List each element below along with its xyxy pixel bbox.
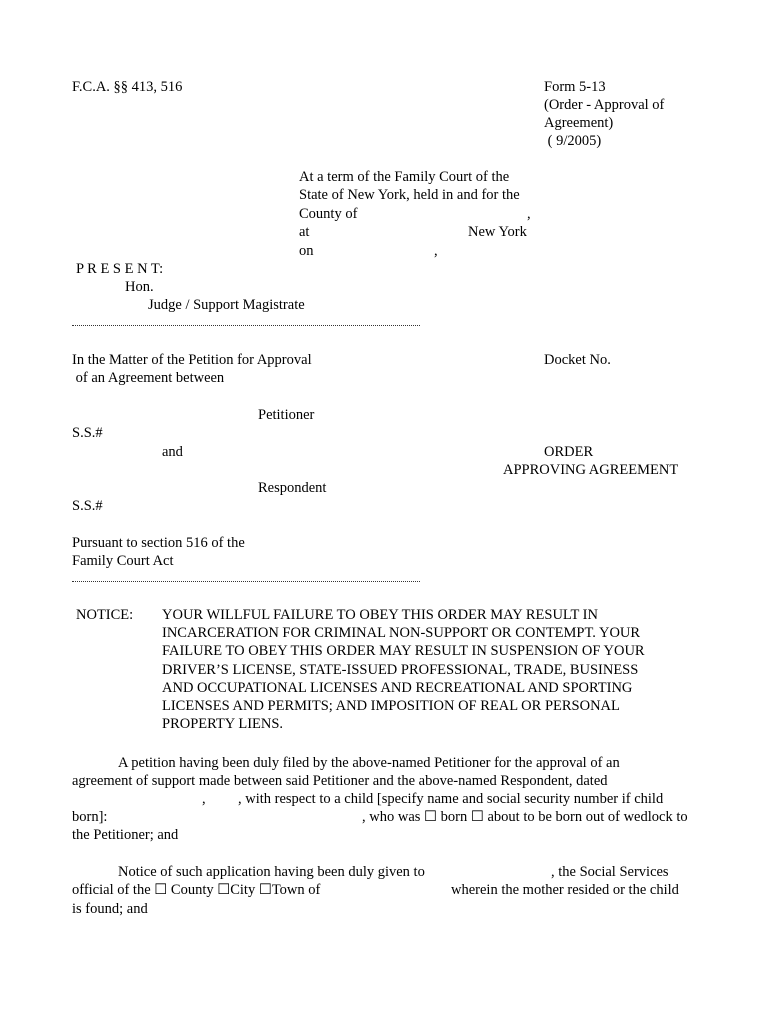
para2-line-1-end: , the Social Services bbox=[551, 864, 669, 880]
para1-date-comma: , bbox=[202, 791, 206, 807]
order-subtitle: APPROVING AGREEMENT bbox=[503, 462, 679, 478]
judge-title: Judge / Support Magistrate bbox=[148, 297, 305, 313]
para1-line-1: A petition having been duly filed by the above-named Petitioner for the approval of an bbox=[118, 755, 620, 771]
ss-number-label: S.S.# bbox=[72, 425, 103, 441]
matter-line-2: of an Agreement between bbox=[72, 370, 225, 386]
para1-born-label: born]: bbox=[72, 809, 108, 825]
county-label: County of bbox=[299, 206, 358, 222]
date-comma: , bbox=[434, 243, 438, 259]
para2-line-2: official of the ☐ County ☐City ☐Town of bbox=[72, 882, 321, 898]
ss-number-label: S.S.# bbox=[72, 498, 103, 514]
notice-line: INCARCERATION FOR CRIMINAL NON-SUPPORT OR CONTEMPT. YOUR bbox=[162, 625, 641, 642]
docket-label: Docket No. bbox=[544, 352, 611, 368]
dotted-divider bbox=[72, 325, 420, 326]
notice-text bbox=[162, 606, 645, 733]
respondent-label: Respondent bbox=[258, 480, 327, 496]
form-line: Agreement) bbox=[544, 115, 614, 131]
notice-line: DRIVER’S LICENSE, STATE-ISSUED PROFESSIONAL, TRADE, BUSINESS bbox=[162, 661, 639, 678]
statute-reference: F.C.A. §§ 413, 516 bbox=[72, 79, 183, 95]
para2-line-3: is found; and bbox=[72, 901, 148, 917]
notice-line: YOUR WILLFUL FAILURE TO OBEY THIS ORDER MAY RESULT IN bbox=[162, 607, 598, 623]
para1-line-2: agreement of support made between said Petitioner and the above-named Respondent, dated bbox=[72, 773, 608, 789]
dotted-divider bbox=[72, 581, 420, 582]
notice-line: PROPERTY LIENS. bbox=[162, 716, 284, 733]
petitioner-label: Petitioner bbox=[258, 407, 315, 423]
notice-label: NOTICE: bbox=[76, 607, 134, 623]
court-line-2: State of New York, held in and for the bbox=[299, 187, 520, 203]
notice-line: FAILURE TO OBEY THIS ORDER MAY RESULT IN SUSPENSION OF YOUR bbox=[162, 643, 645, 660]
present-label: P R E S E N T: bbox=[76, 261, 164, 277]
form-line: ( 9/2005) bbox=[544, 133, 602, 149]
form-line: (Order - Approval of bbox=[544, 97, 665, 113]
para2-line-1: Notice of such application having been duly given to bbox=[118, 864, 425, 880]
county-comma: , bbox=[527, 206, 531, 222]
and-label: and bbox=[162, 444, 183, 460]
state-new-york: New York bbox=[468, 224, 527, 240]
pursuant-line-2: Family Court Act bbox=[72, 553, 174, 569]
order-title: ORDER bbox=[544, 444, 594, 460]
court-line-1: At a term of the Family Court of the bbox=[299, 169, 510, 185]
para1-line-3: , with respect to a child [specify name and social security number if child bbox=[238, 791, 664, 807]
form-line: Form 5-13 bbox=[544, 79, 606, 95]
notice-line: AND OCCUPATIONAL LICENSES AND RECREATIONAL AND SPORTING bbox=[162, 679, 633, 696]
hon-label: Hon. bbox=[125, 279, 154, 295]
at-label: at bbox=[299, 224, 310, 240]
on-label: on bbox=[299, 243, 314, 259]
pursuant-line-1: Pursuant to section 516 of the bbox=[72, 535, 245, 551]
notice-line: LICENSES AND PERMITS; AND IMPOSITION OF REAL OR PERSONAL bbox=[162, 698, 620, 715]
matter-line-1: In the Matter of the Petition for Approval bbox=[72, 352, 312, 368]
para1-line-5: the Petitioner; and bbox=[72, 827, 179, 843]
para2-line-2-end: wherein the mother resided or the child bbox=[451, 882, 679, 898]
form-number-block bbox=[544, 78, 664, 150]
para1-line-4: , who was ☐ born ☐ about to be born out of wedlock to bbox=[362, 809, 688, 825]
